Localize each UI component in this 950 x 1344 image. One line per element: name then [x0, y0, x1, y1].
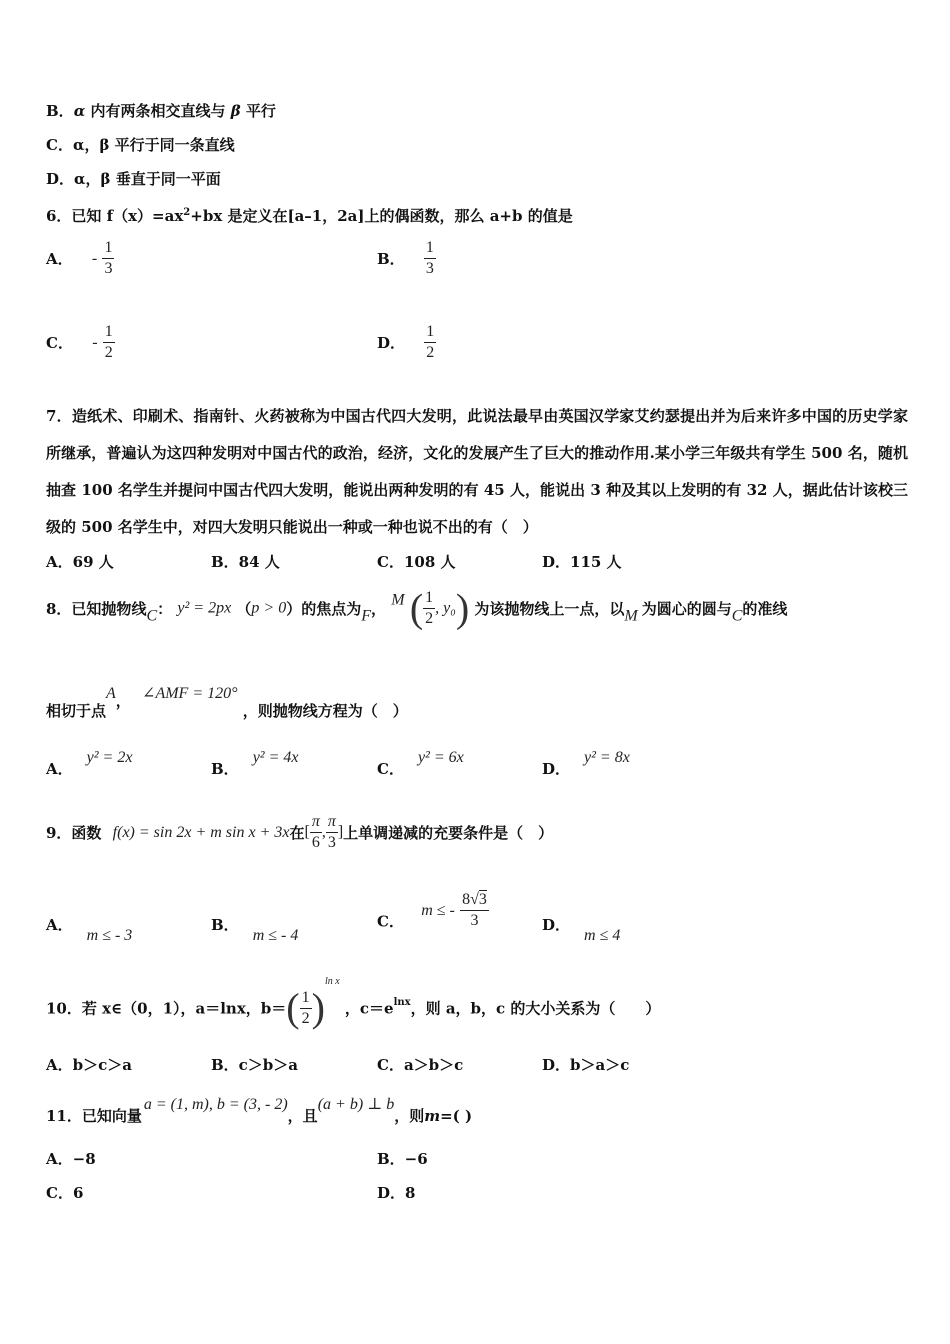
q11-option-a: A．−8	[46, 1150, 96, 1168]
q10-option-a: A．b＞c＞a	[46, 1056, 132, 1074]
q8-option-d: D．y² = 8x	[542, 749, 630, 778]
q9-option-b: B．m ≤ - 4	[211, 916, 299, 944]
q8-stem-line1: 8．已知抛物线C： y² = 2px （p > 0）的焦点为F， M ( $\frac{1}{2}$ , y₀) 为该抛物线上一点，以M 为圆心的圆与C的准线	[46, 585, 788, 631]
fraction: $\frac{1}{3}$	[425, 239, 434, 277]
q6-stem: 6．已知 $f(x)=ax^2+bx$ 是定义在[a–1，2a]上的偶函数，那么 a+b 的值是	[46, 207, 573, 225]
q8-option-c: C．y² = 6x	[377, 749, 464, 778]
q10-stem: 10．若 x∈（0，1），a＝lnx，b＝( $\frac{1}{2}$ )$^{ln x}$ ，$c=e^{lnx}$，则 a，b，c 的大小关系为（ ）	[46, 976, 661, 1030]
fraction: $\frac{8√3}{3}$	[462, 891, 487, 929]
fraction: $\frac{1}{2}$	[425, 589, 434, 627]
q5-option-c: C．α，β 平行于同一条直线	[46, 136, 235, 154]
fraction: $\frac{1}{2}$	[104, 323, 113, 361]
q9-option-d: D．m ≤ 4	[542, 916, 621, 944]
fraction: $\frac{\pi}{3}$	[327, 813, 336, 851]
q10-option-b: B．c＞b＞a	[211, 1056, 299, 1074]
q8-option-a: A．y² = 2x	[46, 749, 133, 778]
q7-option-b: B．84 人	[211, 553, 280, 571]
q11-stem: 11．已知向量a = (1, m), b = (3, - 2)，且(a + b) ⊥ b，则m=( )	[46, 1096, 473, 1125]
q10-option-d: D．b＞a＞c	[542, 1056, 630, 1074]
q6-option-b: B． $\frac{1}{3}$	[377, 239, 434, 277]
q7-option-c: C．108 人	[377, 553, 456, 571]
q10-option-c: C．a＞b＞c	[377, 1056, 464, 1074]
q5-option-d: D．α，β 垂直于同一平面	[46, 170, 221, 188]
fraction: $\frac{1}{2}$	[426, 323, 435, 361]
fraction: $\frac{1}{3}$	[104, 239, 113, 277]
q7-stem: 7．造纸术、印刷术、指南针、火药被称为中国古代四大发明，此说法最早由英国汉学家艾约瑟提出并为后来许多中国的历史学家所继承，普遍认为这四种发明对中国古代的政治，经济，文化的发展产生了巨大的推动作用.某小学三年级共有学生 500 名，随机抽查 100 名学生并提问中国古代四大发明，能说出两种发明的有 45 人，能说出 3 种及其以上发明的有 32 人，据此估计该校三级的 500 名学生中，对四大发明只能说出一种或一种也说不出的有（ ）	[46, 407, 908, 536]
fraction: $\frac{\pi}{6}$	[311, 813, 320, 851]
q9-stem: 9．函数 f(x) = sin 2x + m sin x + 3x在[ $\frac{\pi}{6}$ , $\frac{\pi}{3}$ ]上单调递减的充要条件是（ ）	[46, 813, 554, 851]
q11-option-c: C．6	[46, 1184, 84, 1202]
q11-option-b: B．−6	[377, 1150, 428, 1168]
q6-option-d: D． $\frac{1}{2}$	[377, 323, 435, 361]
q11-option-d: D．8	[377, 1184, 416, 1202]
q5-option-b: B．α 内有两条相交直线与 β 平行	[46, 102, 276, 120]
q8-option-b: B．y² = 4x	[211, 749, 299, 778]
q7-option-d: D．115 人	[542, 553, 622, 571]
q7-option-a: A．69 人	[46, 553, 114, 571]
q6-option-a: A． - $\frac{1}{3}$	[46, 239, 113, 277]
q9-option-c: C． m ≤ - $\frac{8√3}{3}$	[377, 891, 487, 931]
q6-option-c: C． - $\frac{1}{2}$	[46, 323, 113, 361]
q8-stem-line2: 相切于点A， ∠AMF = 120° ，则抛物线方程为（ ）	[46, 685, 408, 720]
fraction: $\frac{1}{2}$	[301, 988, 310, 1027]
q9-option-a: A．m ≤ - 3	[46, 916, 133, 944]
